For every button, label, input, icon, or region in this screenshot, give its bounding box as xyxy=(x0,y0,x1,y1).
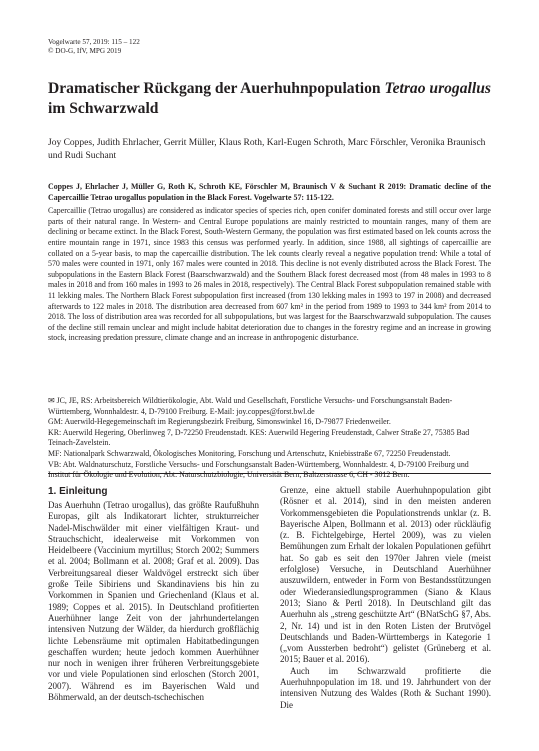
intro-paragraph-continued: Grenze, eine aktuell stabile Auerhuhnpopulation gibt (Rösner et al. 2014), sind in den meisten anderen Vorkommensgebieten die Populationstrends unklar (z. B. Bayerische Alpen, Bollmann et al. 2013) oder rückläufig (z. B. Fichtelgebirge, Hertel 2009), was zu vielen Bemühungen zum Erhalt der lokalen Populationen geführt hat. So gab es seit den 1970er Jahren viele (meist erfolglose) Versuche, in Deutschland Auerhühner auszuwildern, entweder in Form von Bestandsstützungen oder Wiederansiedlungsprogrammen (Siano & Klaus 2013; Siano & Pertl 2018). In Deutschland gilt das Auerhuhn als „streng geschützte Art“ (BNatSchG §7, Abs. 2, Nr. 14) und ist in den Roten Listen der Brutvögel Deutschlands und Baden-Württembergs in Kategorie 1 („vom Aussterben bedroht“) gelistet (Grüneberg et al. 2015; Bauer et al. 2016). xyxy=(280,485,491,665)
affiliation-item: VB: Abt. Waldnaturschutz, Forstliche Versuchs- und Forschungsanstalt Baden-Württemberg, Wonnhaldestr. 4, D-79100 Freiburg und Institut für Ökologie und Evolution, Abt. Naturschutzbiologie, Universität Bern, Baltzerstrasse 6, CH - 3012 Bern. xyxy=(48,459,469,480)
title-main: Dramatischer Rückgang der Auerhuhnpopulation xyxy=(48,80,385,97)
abstract xyxy=(48,182,491,344)
journal-volume: Vogelwarte 57, 2019: 115 – 122 xyxy=(48,38,140,46)
right-column xyxy=(280,485,491,711)
citation: Coppes J, Ehrlacher J, Müller G, Roth K, Schroth KE, Förschler M, Braunisch V & Suchant R 2019: Dramatic decline of the Capercaillie Tetrao urogallus population in the Black Forest. Vogelwarte 57: 115-122. xyxy=(48,182,491,202)
intro-paragraph-2: Auch im Schwarzwald profitierte die Auerhuhnpopulation im 18. und 19. Jahrhundert von der intensiven Nutzung des Waldes (Roth & Suchant 1990). Die xyxy=(280,665,491,710)
affiliation-item: KR: Auerwild Hegering, Oberlinweg 7, D-72250 Freudenstadt. KES: Auerwild Hegering Freudenstadt, Calwer Straße 27, 75385 Bad Teinach-Zavelstein. xyxy=(48,427,470,448)
abstract-body: Capercaillie (Tetrao urogallus) are considered as indicator species of species rich, open conifer dominated forests and still occur over large parts of their natural range. In Western- and Central Europe populations are mainly restricted to mountain ranges, many of them are declining or became extinct. In the Black Forest, South-Western Germany, the population was first estimated based on lek counts across the entire mountain range in 1971, since 1983 this census was performed yearly. In addition, since 1988, all sightings of capercaillie are collated on a 5-year basis, to map the capercaillie distribution. The lek counts clearly reveal a negative population trend: While a total of 570 males were counted in 1971, only 167 males were counted in 2018. This decline is not evenly distributed across the Black Forest. The subpopulations in the Eastern Black Forest (Baarschwarzwald) and the Southern Black forest decreased most (from 48 males in 1993 to 8 males in 2018 and from 160 males in 1993 to 26 males in 2018, respectively). The Central Black Forest subpopulation remained stable with 11 lekking males. The Northern Black Forest subpopulation first increased (from 130 lekking males in 1993 to 197 in 2008) and decreased afterwards to 122 males in 2018. The distribution area decreased from 607 km² in the period from 1989 to 1993 to 344 km² from 2014 to 2018. The loss of distribution area was recorded for all subpopulations, but was largest for the Baarschwarzwald subpopulation. The causes of the decline still remain unclear and might include habitat deterioration due to changes in the forestry regime and an increase in growing stock, increasing predation pressure, climate change and an increase in anthropogenic disturbance. xyxy=(48,206,491,343)
title-species: Tetrao urogallus xyxy=(384,80,491,97)
author-list: Joy Coppes, Judith Ehrlacher, Gerrit Müller, Klaus Roth, Karl-Eugen Schroth, Marc Förschler, Veronika Braunisch und Rudi Suchant xyxy=(48,138,486,162)
affiliations xyxy=(48,396,491,481)
affiliation-item: MF: Nationalpark Schwarzwald, Ökologisches Monitoring, Forschung und Artenschutz, Kniebisstraße 67, 72250 Freudenstadt. xyxy=(48,448,451,458)
section-heading: 1. Einleitung xyxy=(48,486,108,497)
article-page xyxy=(48,0,491,751)
affiliation-item: GM: Auerwild-Hegegemeinschaft im Regierungsbezirk Freiburg, Simonswinkel 16, D-79877 Friedenweiler. xyxy=(48,417,391,427)
section-divider xyxy=(48,473,491,474)
journal-info xyxy=(48,38,140,57)
journal-copyright: © DO-G, IfV, MPG 2019 xyxy=(48,47,122,56)
left-column xyxy=(48,485,259,703)
affiliation-item: ✉ JC, JE, RS: Arbeitsbereich Wildtierökologie, Abt. Wald und Gesellschaft, Forstliche Versuchs- und Forschungsanstalt Baden-Württemberg, Wonnhaldestr. 4, D-79100 Freiburg. E-Mail: joy.coppes@forst.bwl.de xyxy=(48,396,453,416)
article-title xyxy=(48,79,491,118)
intro-paragraph-1: Das Auerhuhn (Tetrao urogallus), das größte Raufußhuhn Europas, gilt als Indikatorart lichter, strukturreicher Nadel-Mischwälder mit einer vielfältigen Kraut- und Strauchschicht, idealerweise mit Vorkommen von Heidelbeere (Vaccinium myrtillus; Storch 2002; Summers et al. 2004; Bollmann et al. 2008; Graf et al. 2009). Das Verbreitungsareal dieser Waldvögel erstreckt sich über große Teile Sibiriens und Skandinaviens bis hin zu Vorkommen in Spanien und Griechenland (Klaus et al. 1989; Coppes et al. 2015). In Deutschland profitierten Auerhühner lange Zeit von der jahrhundertelangen intensiven Nutzung der Wälder, da hierdurch großflächig lichte Lebensräume mit optimalen Habitatbedingungen geschaffen wurden; heute jedoch kommen Auerhühner nur noch in wenigen ihrer früheren Verbreitungsgebiete vor und viele Populationen sind erloschen (Storch 2001, 2007). Während es im Bayerischen Wald und Böhmerwald, an der deutsch-tschechischen xyxy=(48,500,259,703)
title-suffix: im Schwarzwald xyxy=(48,99,159,117)
